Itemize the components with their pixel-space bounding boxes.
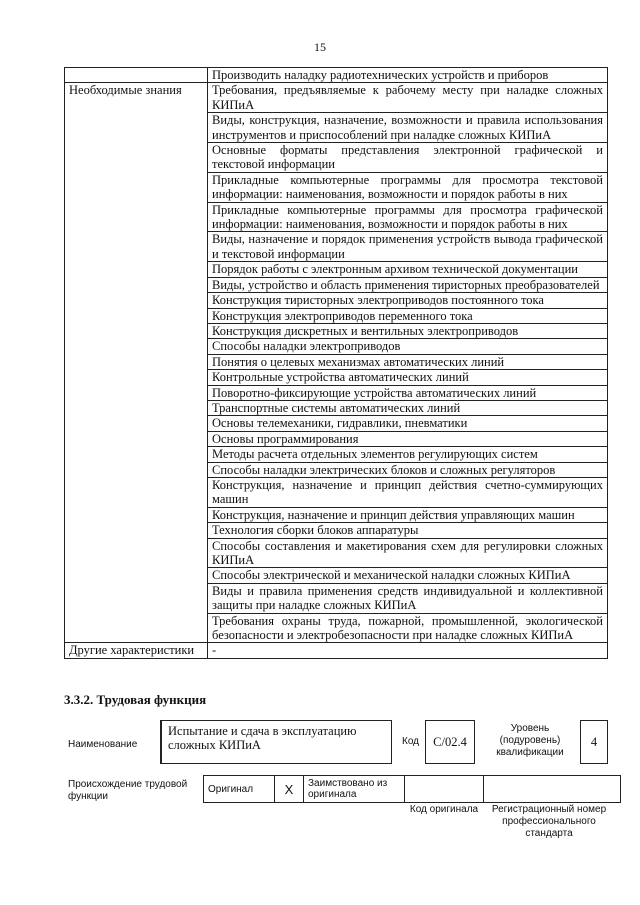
- original-cell: Оригинал: [204, 776, 275, 803]
- table-cell: Способы наладки электрических блоков и сложных регуляторов: [208, 462, 608, 477]
- table-cell: Прикладные компьютерные программы для просмотра графической информации: наименования, возможности и порядок работы в них: [208, 202, 608, 232]
- table-cell: Конструкция, назначение и принцип действия счетно-суммирующих машин: [208, 477, 608, 507]
- origin-table: [203, 775, 621, 803]
- other-value: -: [208, 643, 608, 658]
- original-mark: X: [275, 776, 304, 803]
- table-row: [65, 643, 608, 658]
- code-box: C/02.4: [425, 720, 475, 764]
- borrowed-cell: Заимствовано из оригинала: [304, 776, 405, 803]
- table-cell: Поворотно-фиксирующие устройства автоматических линий: [208, 385, 608, 400]
- reg-number-cell: [484, 776, 621, 803]
- page-number: 15: [314, 40, 326, 54]
- table-cell: Порядок работы с электронным архивом технической документации: [208, 262, 608, 277]
- table-cell: Основные форматы представления электронной графической и текстовой информации: [208, 143, 608, 173]
- label-cell: [65, 68, 208, 83]
- level-label: Уровень (подуровень) квалификации: [496, 723, 564, 758]
- table-row: [65, 83, 608, 113]
- table-cell: Виды, конструкция, назначение, возможности и правила использования инструментов и приспособлений при наладке сложных КИПиА: [208, 113, 608, 143]
- table-cell: Способы составления и макетирования схем для регулировки сложных КИПиА: [208, 538, 608, 568]
- knowledge-label: Необходимые знания: [65, 83, 208, 643]
- knowledge-table: [64, 67, 608, 659]
- origin-label: Происхождение трудовой функции: [68, 779, 188, 802]
- table-cell: Конструкция электроприводов переменного тока: [208, 308, 608, 323]
- table-cell: Транспортные системы автоматических линий: [208, 400, 608, 415]
- function-name-box: Испытание и сдача в эксплуатацию сложных КИПиА: [160, 720, 392, 764]
- name-label: Наименование: [68, 739, 138, 750]
- table-cell: Конструкция, назначение и принцип действия управляющих машин: [208, 507, 608, 522]
- table-cell: Производить наладку радиотехнических устройств и приборов: [208, 68, 608, 83]
- code-label: Код: [402, 736, 420, 747]
- table-cell: Способы электрической и механической наладки сложных КИПиА: [208, 568, 608, 583]
- section-title: 3.3.2. Трудовая функция: [64, 692, 207, 707]
- table-cell: Основы программирования: [208, 431, 608, 446]
- table-cell: Конструкция тиристорных электроприводов постоянного тока: [208, 293, 608, 308]
- origin-code-caption: Код оригинала: [409, 804, 479, 815]
- reg-number-caption: Регистрационный номер профессионального стандарта: [491, 804, 607, 839]
- table-cell: Виды и правила применения средств индивидуальной и коллективной защиты при наладке сложных КИПиА: [208, 583, 608, 613]
- table-cell: Конструкция дискретных и вентильных электроприводов: [208, 323, 608, 338]
- level-box: 4: [580, 720, 608, 764]
- table-cell: Методы расчета отдельных элементов регулирующих систем: [208, 447, 608, 462]
- table-cell: Контрольные устройства автоматических линий: [208, 370, 608, 385]
- table-row: [65, 68, 608, 83]
- table-cell: Виды, устройство и область применения тиристорных преобразователей: [208, 277, 608, 292]
- origin-code-cell: [405, 776, 484, 803]
- table-cell: Виды, назначение и порядок применения устройств вывода графической и текстовой информации: [208, 232, 608, 262]
- table-cell: Понятия о целевых механизмах автоматических линий: [208, 354, 608, 369]
- other-label: Другие характеристики: [65, 643, 208, 658]
- table-cell: Способы наладки электроприводов: [208, 339, 608, 354]
- table-cell: Основы телемеханики, гидравлики, пневматики: [208, 416, 608, 431]
- table-cell: Технология сборки блоков аппаратуры: [208, 523, 608, 538]
- table-cell: Требования охраны труда, пожарной, промышленной, экологической безопасности и электробезопасности при наладке сложных КИПиА: [208, 613, 608, 643]
- table-cell: Требования, предъявляемые к рабочему месту при наладке сложных КИПиА: [208, 83, 608, 113]
- table-cell: Прикладные компьютерные программы для просмотра текстовой информации: наименования, возможности и порядок работы в них: [208, 172, 608, 202]
